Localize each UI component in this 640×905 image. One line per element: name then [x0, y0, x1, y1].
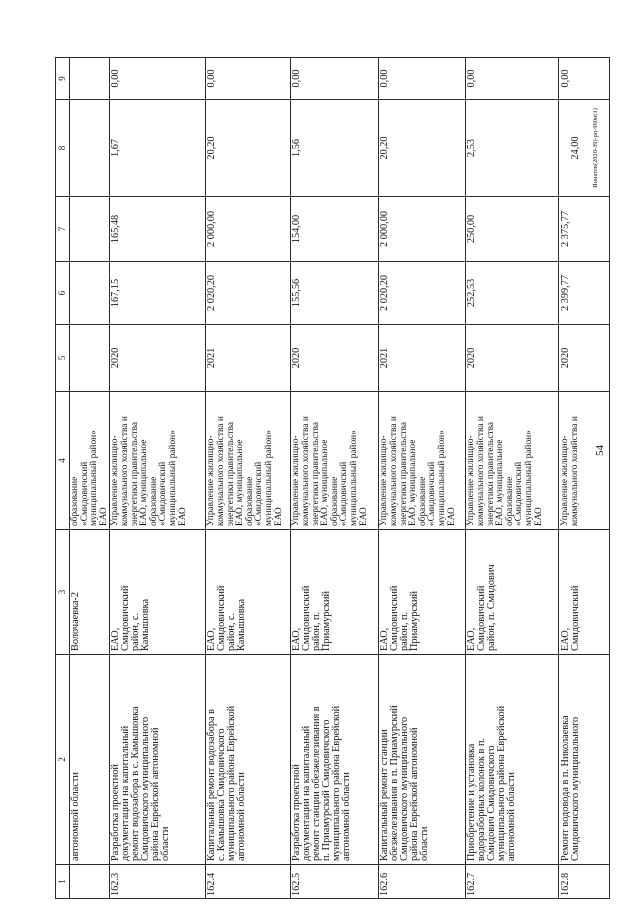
amount-col6-cell: 167,15 [110, 262, 206, 325]
amount-col9-cell: 0,00 [291, 58, 379, 100]
object-name-cell: Капитальный ремонт водозабора в с. Камышовка Смидовичского муниципального района Еврейской автономной области [206, 655, 291, 865]
amount-col6-cell [70, 262, 110, 325]
column-number: 4 [56, 392, 70, 530]
year-cell: 2020 [559, 325, 610, 392]
page-number: 54 [594, 445, 606, 456]
responsible-cell: Управление жилищно- коммунального хозяйства и [559, 392, 610, 530]
row-number-cell: 162.6 [379, 865, 466, 899]
row-number-cell: 162.5 [291, 865, 379, 899]
row-number-cell [70, 865, 110, 899]
amount-col6-cell: 2 020,20 [379, 262, 466, 325]
amount-col9-cell [70, 58, 110, 100]
amount-col9-cell: 0,00 [379, 58, 466, 100]
row-number-cell: 162.3 [110, 865, 206, 899]
year-cell: 2021 [206, 325, 291, 392]
amount-col8-cell [559, 100, 610, 197]
responsible-cell: Управление жилищно- коммунального хозяйства и энергетики правительства ЕАО, муниципальное образование «Смидовичский муниципальный район» ЕАО [379, 392, 466, 530]
table-row [110, 58, 206, 899]
year-cell: 2021 [379, 325, 466, 392]
table-viewport [55, 57, 600, 899]
table-row [291, 58, 379, 899]
amount-col8-cell [70, 100, 110, 197]
object-name-cell: Приобретение и установка водоразборных колонок в п. Смидович Смидовичского муниципального района Еврейской автономной области [466, 655, 559, 865]
amount-col9-cell: 0,00 [466, 58, 559, 100]
object-name-cell: Капитальный ремонт станции обезжелезивания в п. Приамурский Смидовичского муниципального района Еврейской автономной области [379, 655, 466, 865]
column-number: 8 [56, 100, 70, 197]
year-cell: 2020 [110, 325, 206, 392]
amount-col7-cell: 2 000,00 [379, 197, 466, 262]
row-number-cell: 162.8 [559, 865, 610, 899]
row-number-cell: 162.4 [206, 865, 291, 899]
responsible-cell: Управление жилищно- коммунального хозяйства и энергетики правительства ЕАО, муниципальное образование «Смидовичский муниципальный район» ЕАО [466, 392, 559, 530]
amount-col7-cell: 2 000,00 [206, 197, 291, 262]
amount-col7-cell [70, 197, 110, 262]
amount-col9-cell: 0,00 [559, 58, 610, 100]
column-number: 9 [56, 58, 70, 100]
amount-col7-cell: 165,48 [110, 197, 206, 262]
amount-col8-cell: 1,56 [291, 100, 379, 197]
amount-col6-cell: 155,56 [291, 262, 379, 325]
column-number: 5 [56, 325, 70, 392]
amount-col8-cell: 1,67 [110, 100, 206, 197]
responsible-cell: образование «Смидовичский муниципальный район» ЕАО [70, 392, 110, 530]
location-cell: ЕАО, Смидовичский район, с. Камышовка [206, 530, 291, 655]
table-row [466, 58, 559, 899]
program-table [55, 57, 610, 899]
amount-col8-cell: 20,20 [379, 100, 466, 197]
location-cell: Волочаевка-2 [70, 530, 110, 655]
amount-col6-cell: 252,53 [466, 262, 559, 325]
row-number-cell: 162.7 [466, 865, 559, 899]
amount-col9-cell: 0,00 [110, 58, 206, 100]
responsible-cell: Управление жилищно- коммунального хозяйства и энергетики правительства ЕАО, муниципальное образование «Смидовичский муниципальный район» ЕАО [291, 392, 379, 530]
continued-row [70, 58, 110, 899]
amount-col6-cell: 2 399,77 [559, 262, 610, 325]
amount-value: 24,00 [570, 136, 582, 160]
location-cell: ЕАО, Смидовичский район, п. Смидович [466, 530, 559, 655]
year-cell: 2020 [291, 325, 379, 392]
year-cell: 2020 [466, 325, 559, 392]
object-name-cell: Разработка проектной документации на капитальный ремонт станции обезжелезивания в п. Приамурский Смидовичского муниципального района Еврейской автономной области [291, 655, 379, 865]
table-row [559, 58, 610, 899]
column-number-row [56, 58, 70, 899]
amount-col9-cell: 0,00 [206, 58, 291, 100]
location-cell: ЕАО, Смидовичский район, п. Приамурский [379, 530, 466, 655]
column-number: 7 [56, 197, 70, 262]
column-number: 3 [56, 530, 70, 655]
column-number: 1 [56, 865, 70, 899]
amount-col7-cell: 154,00 [291, 197, 379, 262]
amount-col8-cell: 2,53 [466, 100, 559, 197]
responsible-cell: Управление жилищно- коммунального хозяйства и энергетики правительства ЕАО, муниципальное образование «Смидовичский муниципальный район» ЕАО [206, 392, 291, 530]
responsible-cell: Управление жилищно- коммунального хозяйства и энергетики правительства ЕАО, муниципальное образование «Смидовичский муниципальный район» ЕАО [110, 392, 206, 530]
document-tag: Иниатек(2020-39)-рп-960н(1) [592, 108, 600, 188]
location-cell: ЕАО, Смидовичский [559, 530, 610, 655]
object-name-cell: Ремонт водовода в п. Николаевка Смидовичского муниципального [559, 655, 610, 865]
table-row [206, 58, 291, 899]
table-row [379, 58, 466, 899]
amount-col6-cell: 2 020,20 [206, 262, 291, 325]
object-name-cell: Разработка проектной документации на капитальный ремонт водозабора в с. Камышовка Смидовичского муниципального района Еврейской автономной области [110, 655, 206, 865]
amount-col7-cell: 2 375,77 [559, 197, 610, 262]
year-cell [70, 325, 110, 392]
amount-col8-cell: 20,20 [206, 100, 291, 197]
location-cell: ЕАО, Смидовичский район, с. Камышовка [110, 530, 206, 655]
object-name-cell: автономной области [70, 655, 110, 865]
column-number: 6 [56, 262, 70, 325]
amount-col7-cell: 250,00 [466, 197, 559, 262]
column-number: 2 [56, 655, 70, 865]
location-cell: ЕАО, Смидовичский район, п. Приамурский [291, 530, 379, 655]
